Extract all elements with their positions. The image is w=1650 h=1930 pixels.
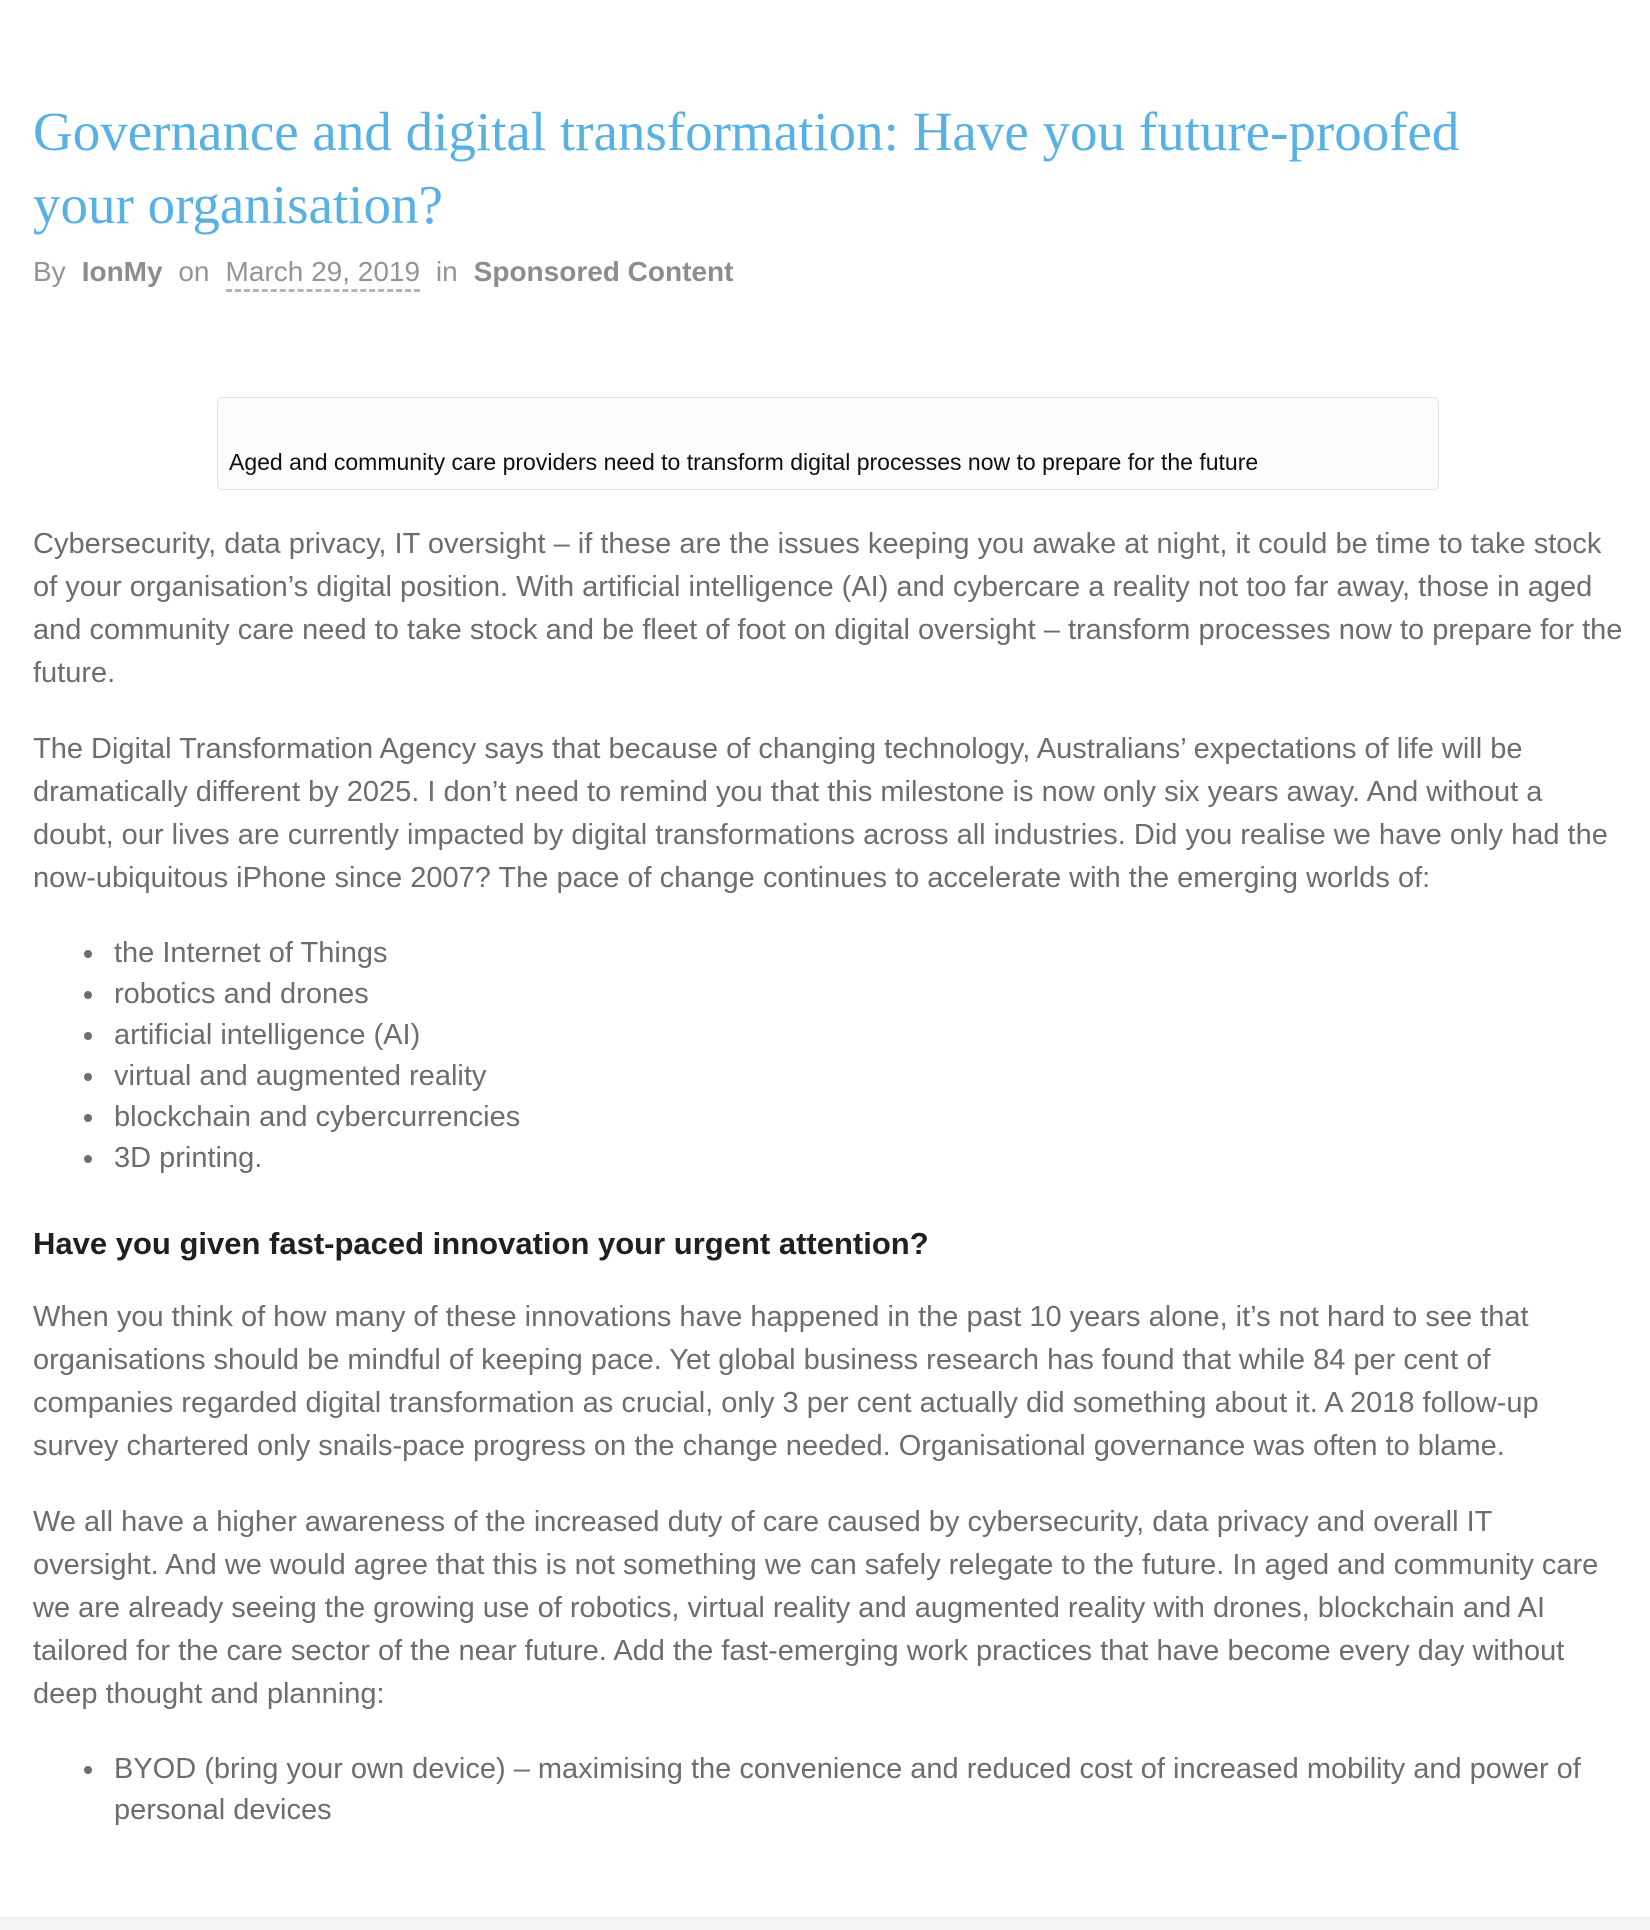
page-title: Governance and digital transformation: Have you future-proofed your organisation?: [33, 101, 1460, 235]
paragraph-innovation: When you think of how many of these innovations have happened in the past 10 years alone, it’s not hard to see that organisations should be mindful of keeping pace. Yet global business research has found that while 84 per cent of companies regarded digital transformation as crucial, only 3 per cent actually did something about it. A 2018 follow-up survey chartered only snails-pace progress on the change needed. Organisational governance was often to blame.: [33, 1301, 1539, 1462]
byline: [33, 255, 1623, 289]
work-practices-list: [33, 1749, 1617, 1831]
byline-prefix: By: [33, 256, 66, 287]
date-link[interactable]: March 29, 2019: [226, 256, 421, 292]
list-item: • robotics and drones: [107, 974, 1617, 1015]
list-item: • blockchain and cybercurrencies: [107, 1097, 1617, 1138]
image-placeholder: [217, 397, 1439, 490]
emerging-tech-list: [33, 933, 1617, 1179]
image-caption: Aged and community care providers need to transform digital processes now to prepare for the future: [229, 449, 1259, 475]
list-item: • the Internet of Things: [107, 933, 1617, 974]
byline-on: on: [178, 256, 210, 287]
list-item: • BYOD (bring your own device) – maximising the convenience and reduced cost of increased mobility and power of personal devices: [107, 1749, 1617, 1831]
paragraph-intro: Cybersecurity, data privacy, IT oversight – if these are the issues keeping you awake at night, it could be time to take stock of your organisation’s digital position. With artificial intelligence (AI) and cybercare a reality not too far away, those in aged and community care need to take stock and be fleet of foot on digital oversight – transform processes now to prepare for the future.: [33, 528, 1623, 689]
paragraph-dta: The Digital Transformation Agency says that because of changing technology, Australians’ expectations of life will be dramatically different by 2025. I don’t need to remind you that this milestone is now only six years away. And without a doubt, our lives are currently impacted by digital transformations across all industries. Did you realise we have only had the now-ubiquitous iPhone since 2007? The pace of change continues to accelerate with the emerging worlds of:: [33, 733, 1608, 894]
section-heading: Have you given fast-paced innovation your urgent attention?: [33, 1226, 929, 1261]
footer-strip: [0, 1917, 1650, 1930]
list-item: • virtual and augmented reality: [107, 1056, 1617, 1097]
paragraph-duty-of-care: We all have a higher awareness of the increased duty of care caused by cybersecurity, data privacy and overall IT oversight. And we would agree that this is not something we can safely relegate to the future. In aged and community care we are already seeing the growing use of robotics, virtual reality and augmented reality with drones, blockchain and AI tailored for the care sector of the near future. Add the fast-emerging work practices that have become every day without deep thought and planning:: [33, 1506, 1599, 1710]
category-link[interactable]: Sponsored Content: [473, 256, 734, 287]
list-item: • 3D printing.: [107, 1138, 1617, 1179]
byline-in: in: [435, 256, 458, 287]
author-link[interactable]: IonMy: [81, 256, 163, 287]
list-item: • artificial intelligence (AI): [107, 1015, 1617, 1056]
